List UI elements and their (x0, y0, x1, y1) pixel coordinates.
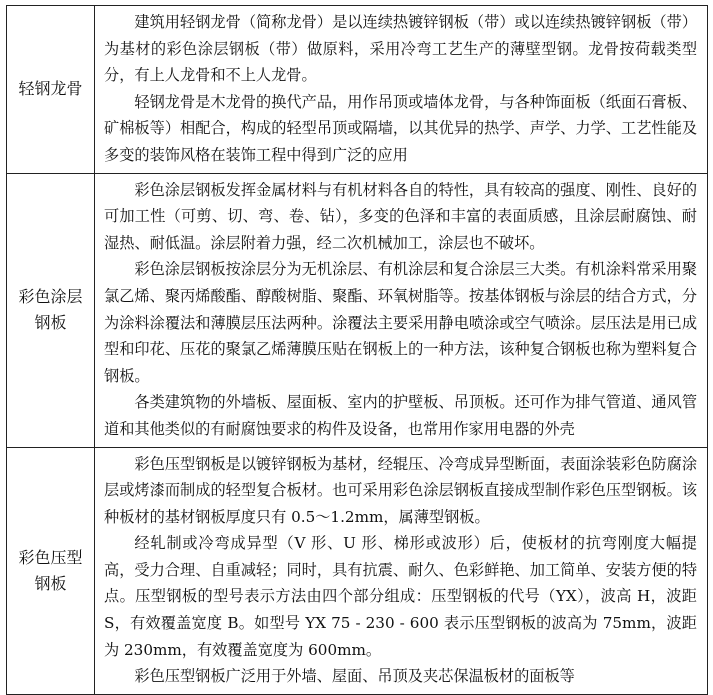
paragraph: 彩色压型钢板广泛用于外墙、屋面、吊顶及夹芯保温板材的面板等 (134, 667, 575, 686)
row-label-cell (7, 6, 95, 174)
row-label: 彩色压型钢板 (18, 547, 83, 593)
row-label-cell (7, 447, 95, 694)
table-row (7, 173, 708, 447)
row-label-cell (7, 173, 95, 447)
row-description-cell (95, 6, 708, 174)
row-description-cell (95, 447, 708, 694)
row-description-cell (95, 173, 708, 447)
table-row (7, 447, 708, 694)
row-label: 彩色涂层钢板 (18, 287, 83, 333)
paragraph: 彩色压型钢板是以镀锌钢板为基材，经辊压、冷弯成异型断面，表面涂装彩色防腐涂层或烤漆而制成的轻型复合板材。也可采用彩色涂层钢板直接成型制作彩色压型钢板。该种板材的基材钢板厚度只有 0.5～1.2mm，属薄型钢板。 (104, 454, 697, 526)
paragraph: 彩色涂层钢板按涂层分为无机涂层、有机涂层和复合涂层三大类。有机涂料常采用聚氯乙烯、聚丙烯酸酯、醇酸树脂、聚酯、环氧树脂等。按基体钢板与涂层的结合方式，分为涂料涂覆法和薄膜层压法两种。涂覆法主要采用静电喷涂或空气喷涂。层压法是用已成型和印花、压花的聚氯乙烯薄膜压贴在钢板上的一种方法，该种复合钢板也称为塑料复合钢板。 (104, 260, 697, 385)
paragraph: 各类建筑物的外墙板、屋面板、室内的护壁板、吊顶板。还可作为排气管道、通风管道和其他类似的有耐腐蚀要求的构件及设备，也常用作家用电器的外壳 (104, 393, 697, 438)
table-row (7, 6, 708, 174)
paragraph: 建筑用轻钢龙骨（简称龙骨）是以连续热镀锌钢板（带）或以连续热镀锌钢板（带）为基材的彩色涂层钢板（带）做原料，采用冷弯工艺生产的薄壁型钢。龙骨按荷载类型分，有上人龙骨和不上人龙骨。 (104, 13, 697, 85)
paragraph: 经轧制或冷弯成异型（V 形、U 形、梯形或波形）后，使板材的抗弯刚度大幅提高，受力合理、自重减轻；同时，具有抗震、耐久、色彩鲜艳、加工简单、安装方便的特点。压型钢板的型号表示方法由四个部分组成：压型钢板的代号（YX），波高 H，波距 S，有效覆盖宽度 B。如型号 YX 75 - 230 - 600 表示压型钢板的波高为 75mm，波距为 230mm，有效覆盖宽度为 600mm。 (104, 534, 697, 659)
row-label: 轻钢龙骨 (18, 79, 83, 99)
materials-table (6, 5, 708, 695)
paragraph: 轻钢龙骨是木龙骨的换代产品，用作吊顶或墙体龙骨，与各种饰面板（纸面石膏板、矿棉板等）相配合，构成的轻型吊顶或隔墙，以其优异的热学、声学、力学、工艺性能及多变的装饰风格在装饰工程中得到广泛的应用 (104, 92, 697, 164)
paragraph: 彩色涂层钢板发挥金属材料与有机材料各自的特性，具有较高的强度、刚性、良好的可加工性（可剪、切、弯、卷、钻），多变的色泽和丰富的表面质感，且涂层耐腐蚀、耐湿热、耐低温。涂层附着力强，经二次机械加工，涂层也不破坏。 (104, 180, 697, 252)
